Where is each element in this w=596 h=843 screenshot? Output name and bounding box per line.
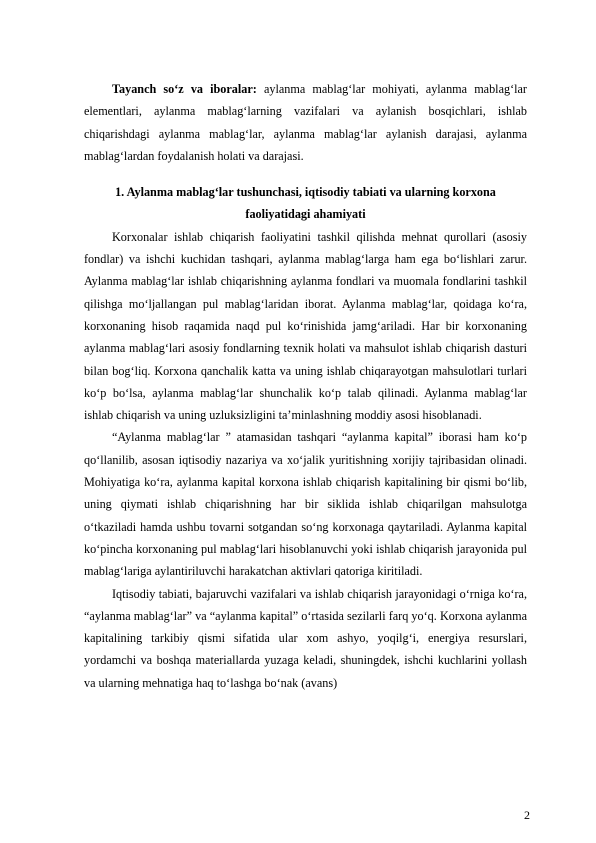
body-paragraph-2: “Aylanma mablag‘lar ” atamasidan tashqari “aylanma kapital” iborasi ham ko‘p qo‘llanilib, asosan iqtisodiy nazariya va xo‘jalik yuritishning xorijiy tajribasidan olinadi. Mohiyatiga ko‘ra, aylanma kapital korxona ishlab chiqarish kapitalining bir qismi bo‘lib, uning qiymati ishlab chiqarishning har bir siklida ishlab chiqarilgan mahsulotga o‘tkaziladi hamda ushbu tovarni sotgandan so‘ng korxonaga qaytariladi. Aylanma kapital ko‘pincha korxonaning pul mablag‘lari hisoblanuvchi yoki ishlab chiqarish jarayonida pul mablag‘lariga aylantiriluvchi harakatchan aktivlari qatoriga kiritiladi. bbox=[84, 430, 527, 579]
keywords-paragraph bbox=[84, 78, 527, 167]
body-paragraph-3: Iqtisodiy tabiati, bajaruvchi vazifalari va ishlab chiqarish jarayonidagi o‘rniga ko‘ra, “aylanma mablag‘lar” va “aylanma kapital” o‘rtasida sezilarli farq yo‘q. Korxona aylanma kapitalining tarkibiy qismi sifatida ular xom ashyo, yoqilg‘i, energiya resurslari, yordamchi va boshqa materiallarda yuzaga keladi, shuningdek, ishchi kuchlarini yollash va ularning mehnatiga haq to‘lashga bo‘nak (avans) bbox=[84, 586, 527, 690]
page-number: 2 bbox=[524, 808, 530, 822]
keywords-text: aylanma mablag‘lar mohiyati, aylanma mablag‘lar elementlari, aylanma mablag‘larning vazifalari va aylanish bosqichlari, ishlab chiqarishdagi aylanma mablag‘lar, aylanma mablag‘lar aylanish darajasi, aylanma mablag‘lardan foydalanish holati va darajasi. bbox=[84, 82, 527, 163]
section-heading-line-2: faoliyatidagi ahamiyati bbox=[245, 207, 366, 222]
keywords-label: Tayanch so‘z va iboralar: bbox=[112, 82, 257, 96]
body-paragraph-1: Korxonalar ishlab chiqarish faoliyatini tashkil qilishda mehnat qurollari (asosiy fondlar) va ishchi kuchidan tashqari, aylanma mablag‘larga ham ega bo‘lishlari zarur. Aylanma mablag‘lar ishlab chiqarishning aylanma fondlari va muomala fondlarini tashkil qilishga mo‘ljallangan pul mablag‘laridan iborat. Aylanma mablag‘lar, qoidaga ko‘ra, korxonaning hisob raqamida naqd pul ko‘rinishida jamg‘ariladi. Har bir korxonaning aylanma mablag‘lari asosiy fondlarning texnik holati va mahsulot ishlab chiqarish dasturi bilan bog‘liq. Korxona qanchalik katta va uning ishlab chiqarayotgan mahsulotlari turlari ko‘p bo‘lsa, aylanma mablag‘lar shunchalik ko‘p talab qilinadi. Aylanma mablag‘lar ishlab chiqarish va uning uzluksizligini ta’minlashning moddiy asosi hisoblanadi. bbox=[84, 229, 527, 423]
section-heading-line-1: 1. Aylanma mablag‘lar tushunchasi, iqtisodiy tabiati va ularning korxona bbox=[115, 185, 496, 200]
page-content bbox=[84, 78, 527, 694]
